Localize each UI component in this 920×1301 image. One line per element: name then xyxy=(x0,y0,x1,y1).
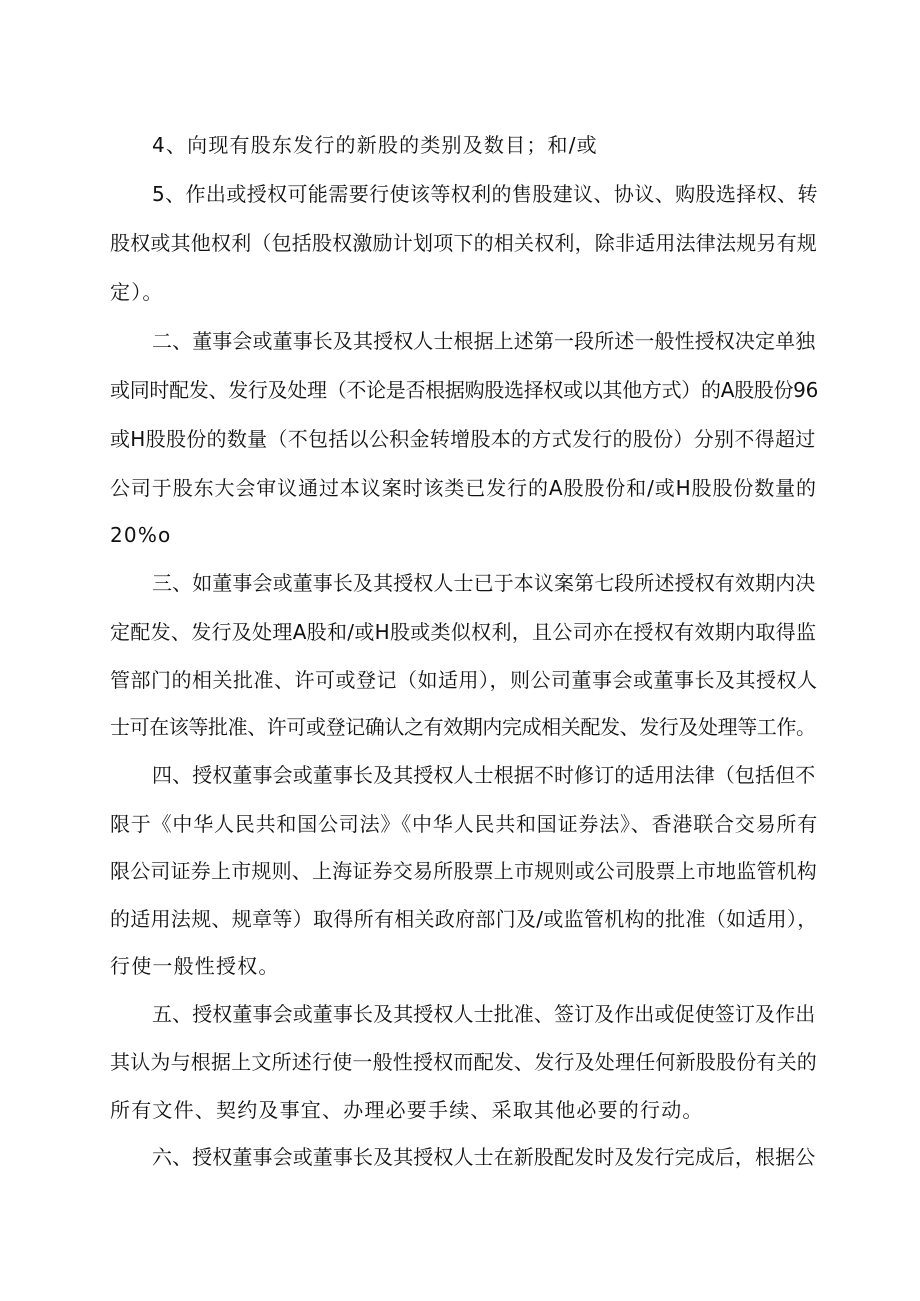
section-2-line-2: 或同时配发、发行及处理（不论是否根据购股选择权或以其他方式）的A股股份96 xyxy=(110,378,819,402)
section-4-line-1: 四、授权董事会或董事长及其授权人士根据不时修订的适用法律（包括但不 xyxy=(152,763,816,787)
section-3-line-1: 三、如董事会或董事长及其授权人士已于本议案第七段所述授权有效期内决 xyxy=(152,571,816,595)
section-4-line-2: 限于《中华人民共和国公司法》《中华人民共和国证券法》、香港联合交易所有 xyxy=(110,812,818,836)
section-6-line-1: 六、授权董事会或董事长及其授权人士在新股配发时及发行完成后，根据公 xyxy=(152,1145,816,1169)
item-4-line: 4、向现有股东发行的新股的类别及数目；和/或 xyxy=(152,133,598,157)
item-5-line-2: 股权或其他权利（包括股权激励计划项下的相关权利，除非适用法律法规另有规 xyxy=(110,231,817,255)
item-5-line-1: 5、作出或授权可能需要行使该等权利的售股建议、协议、购股选择权、转 xyxy=(152,182,818,206)
section-5-line-2: 其认为与根据上文所述行使一般性授权而配发、发行及处理任何新股股份有关的 xyxy=(110,1050,817,1074)
section-5-line-3: 所有文件、契约及事宜、办理必要手续、采取其他必要的行动。 xyxy=(110,1098,704,1122)
section-2-line-3: 或H股股份的数量（不包括以公积金转增股本的方式发行的股份）分别不得超过 xyxy=(110,427,816,451)
item-5-line-3: 定）。 xyxy=(110,280,164,304)
section-2-line-5: 20%o xyxy=(110,523,172,547)
section-4-line-4: 的适用法规、规章等）取得所有相关政府部门及/或监管机构的批准（如适用）， xyxy=(110,907,818,931)
section-3-line-4: 士可在该等批准、许可或登记确认之有效期内完成相关配发、发行及处理等工作。 xyxy=(110,715,816,739)
section-5-line-1: 五、授权董事会或董事长及其授权人士批准、签订及作出或促使签订及作出 xyxy=(152,1002,816,1026)
section-4-line-5: 行使一般性授权。 xyxy=(110,954,280,978)
section-3-line-3: 管部门的相关批准、许可或登记（如适用），则公司董事会或董事长及其授权人 xyxy=(110,668,818,692)
section-4-line-3: 限公司证券上市规则、上海证券交易所股票上市规则或公司股票上市地监管机构 xyxy=(110,859,817,883)
section-2-line-1: 二、董事会或董事长及其授权人士根据上述第一段所述一般性授权决定单独 xyxy=(152,329,816,353)
section-3-line-2: 定配发、发行及处理A股和/或H股或类似权利，且公司亦在授权有效期内取得监 xyxy=(110,620,817,644)
section-2-line-4: 公司于股东大会审议通过本议案时该类已发行的A股股份和/或H股股份数量的 xyxy=(110,476,817,500)
